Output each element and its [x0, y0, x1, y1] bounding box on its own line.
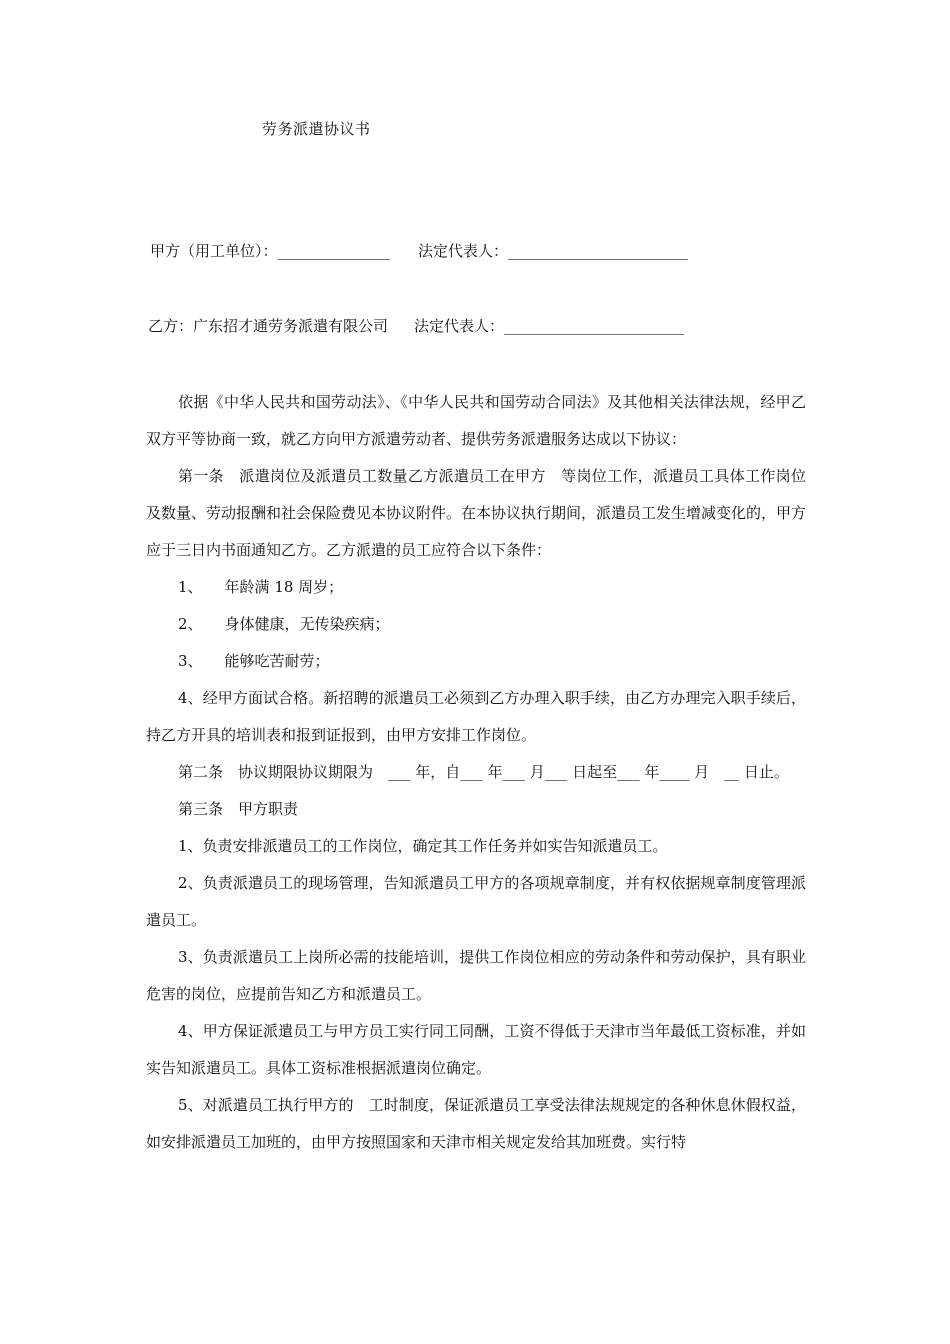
- document-title: 劳务派遣协议书: [262, 120, 371, 138]
- party-a-line: [150, 240, 688, 261]
- article-3-title: 第三条 甲方职责: [178, 800, 299, 818]
- agreement-body: [146, 384, 806, 1161]
- party-a-rep: 法定代表人：________________________: [418, 242, 689, 260]
- condition-item: 1、 年龄满 18 周岁；: [178, 578, 344, 596]
- article-1-paragraph: 第一条 派遣岗位及派遣员工数量乙方派遣员工在甲方 等岗位工作，派遣员工具体工作岗位及数量、劳动报酬和社会保险费见本协议附件。在本协议执行期间，派遣员工发生增减变化的，甲方应于三日内书面通知乙方。乙方派遣的员工应符合以下条件：: [146, 467, 807, 559]
- party-b-rep: 法定代表人：________________________: [414, 317, 685, 335]
- party-b-label: 乙方：广东招才通劳务派遣有限公司: [148, 317, 389, 335]
- article-2-paragraph: 第二条 协议期限协议期限为 ___ 年，自___ 年___ 月___ 日起至___ 年____ 月 __ 日止。: [178, 763, 789, 781]
- article-3-item: 4、甲方保证派遣员工与甲方员工实行同工同酬，工资不得低于天津市当年最低工资标准，并如实告知派遣员工。具体工资标准根据派遣岗位确定。: [146, 1022, 806, 1077]
- preamble-paragraph: 依据《中华人民共和国劳动法》、《中华人民共和国劳动合同法》及其他相关法律法规，经甲乙双方平等协商一致，就乙方向甲方派遣劳动者、提供劳务派遣服务达成以下协议：: [146, 393, 806, 448]
- article-3-item: 1、负责安排派遣员工的工作岗位，确定其工作任务并如实告知派遣员工。: [178, 837, 668, 855]
- party-a-label: 甲方（用工单位）：_______________: [150, 242, 391, 260]
- condition-item: 3、 能够吃苦耐劳；: [178, 652, 330, 670]
- article-3-item: 2、负责派遣员工的现场管理，告知派遣员工甲方的各项规章制度，并有权依据规章制度管理派遣员工。: [146, 874, 806, 929]
- condition-item: 2、 身体健康，无传染疾病；: [178, 615, 390, 633]
- party-b-line: [148, 315, 684, 336]
- article-3-item: 5、对派遣员工执行甲方的 工时制度，保证派遣员工享受法律法规规定的各种休息休假权益，如安排派遣员工加班的，由甲方按照国家和天津市相关规定发给其加班费。实行特: [146, 1096, 806, 1151]
- condition-item: 4、经甲方面试合格。新招聘的派遣员工必须到乙方办理入职手续，由乙方办理完入职手续后，持乙方开具的培训表和报到证报到，由甲方安排工作岗位。: [146, 689, 806, 744]
- article-3-item: 3、负责派遣员工上岗所必需的技能培训，提供工作岗位相应的劳动条件和劳动保护，具有职业危害的岗位，应提前告知乙方和派遣员工。: [146, 948, 806, 1003]
